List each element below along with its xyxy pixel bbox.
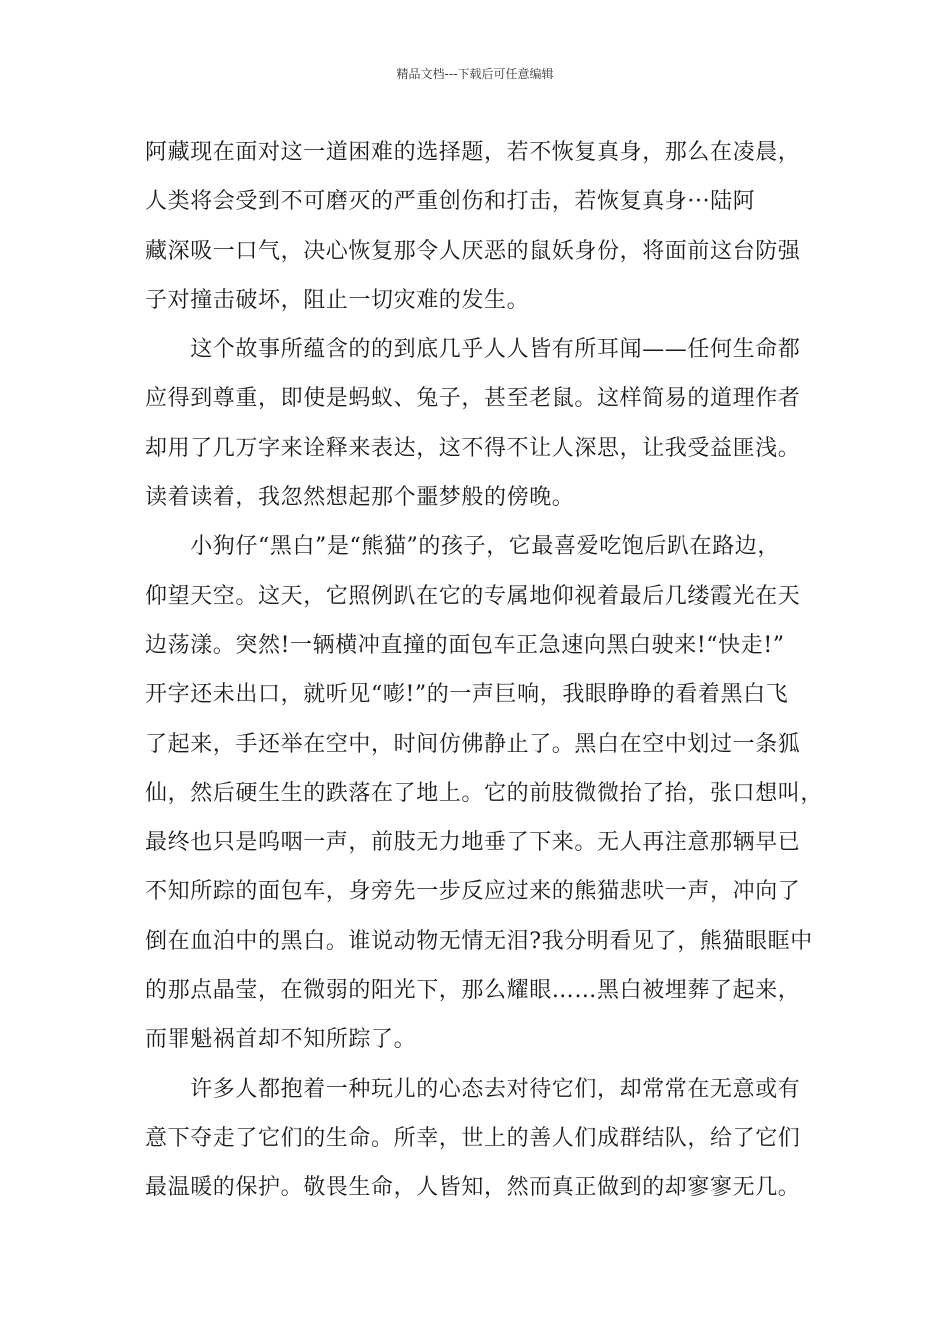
page-header: 精品文档---下载后可任意编辑 bbox=[396, 67, 554, 81]
paragraph-line: 最温暖的保护。敬畏生命，人皆知，然而真正做到的却寥寥无几。 bbox=[145, 1175, 801, 1201]
paragraph bbox=[145, 128, 810, 325]
paragraph-line: 人类将会受到不可磨灭的严重创伤和打击，若恢复真身···陆阿 bbox=[145, 189, 756, 215]
paragraph bbox=[145, 325, 810, 522]
paragraph-line: 却用了几万字来诠释来表达，这不得不让人深思，让我受益匪浅。 bbox=[145, 435, 801, 461]
paragraph-line: 最终也只是呜咽一声，前肢无力地垂了下来。无人再注意那辆早已 bbox=[145, 830, 801, 856]
paragraph-line: 这个故事所蕴含的的到底几乎人人皆有所耳闻——任何生命都 bbox=[145, 337, 801, 363]
paragraph-line: 藏深吸一口气，决心恢复那令人厌恶的鼠妖身份，将面前这台防强 bbox=[145, 238, 801, 264]
paragraph-line: 应得到尊重，即使是蚂蚁、兔子，甚至老鼠。这样简易的道理作者 bbox=[145, 386, 801, 412]
paragraph-line: 仙，然后硬生生的跌落在了地上。它的前肢微微抬了抬，张口想叫， bbox=[145, 780, 824, 806]
paragraph-line: 的那点晶莹，在微弱的阳光下，那么耀眼……黑白被埋葬了起来， bbox=[145, 978, 801, 1004]
paragraph-line: 子对撞击破坏，阻止一切灾难的发生。 bbox=[145, 287, 530, 313]
paragraph-line: 边荡漾。突然!一辆横冲直撞的面包车正急速向黑白驶来!“快走!” bbox=[145, 632, 785, 658]
paragraph bbox=[145, 1065, 810, 1213]
document-body bbox=[145, 128, 824, 1213]
paragraph-line: 仰望天空。这天，它照例趴在它的专属地仰视着最后几缕霞光在天 bbox=[145, 583, 801, 609]
paragraph-line: 了起来，手还举在空中，时间仿佛静止了。黑白在空中划过一条狐 bbox=[145, 731, 801, 757]
paragraph-line: 许多人都抱着一种玩儿的心态去对待它们，却常常在无意或有 bbox=[145, 1076, 801, 1102]
paragraph-line: 阿藏现在面对这一道困难的选择题，若不恢复真身，那么在凌晨， bbox=[145, 140, 801, 165]
paragraph-line: 开字还未出口，就听见“嘭!”的一声巨响，我眼睁睁的看着黑白飞 bbox=[145, 682, 789, 708]
paragraph-line: 小狗仔“黑白”是“熊猫”的孩子，它最喜爱吃饱后趴在路边， bbox=[145, 534, 780, 560]
paragraph-line: 倒在血泊中的黑白。谁说动物无情无泪?我分明看见了，熊猫眼眶中 bbox=[145, 928, 813, 954]
paragraph-line: 读着读着，我忽然想起那个噩梦般的傍晚。 bbox=[145, 485, 575, 511]
paragraph-line: 而罪魁祸首却不知所踪了。 bbox=[145, 1027, 417, 1053]
paragraph-line: 意下夺走了它们的生命。所幸，世上的善人们成群结队，给了它们 bbox=[145, 1125, 801, 1151]
paragraph bbox=[145, 522, 824, 1064]
paragraph-line: 不知所踪的面包车，身旁先一步反应过来的熊猫悲吠一声，冲向了 bbox=[145, 879, 801, 905]
